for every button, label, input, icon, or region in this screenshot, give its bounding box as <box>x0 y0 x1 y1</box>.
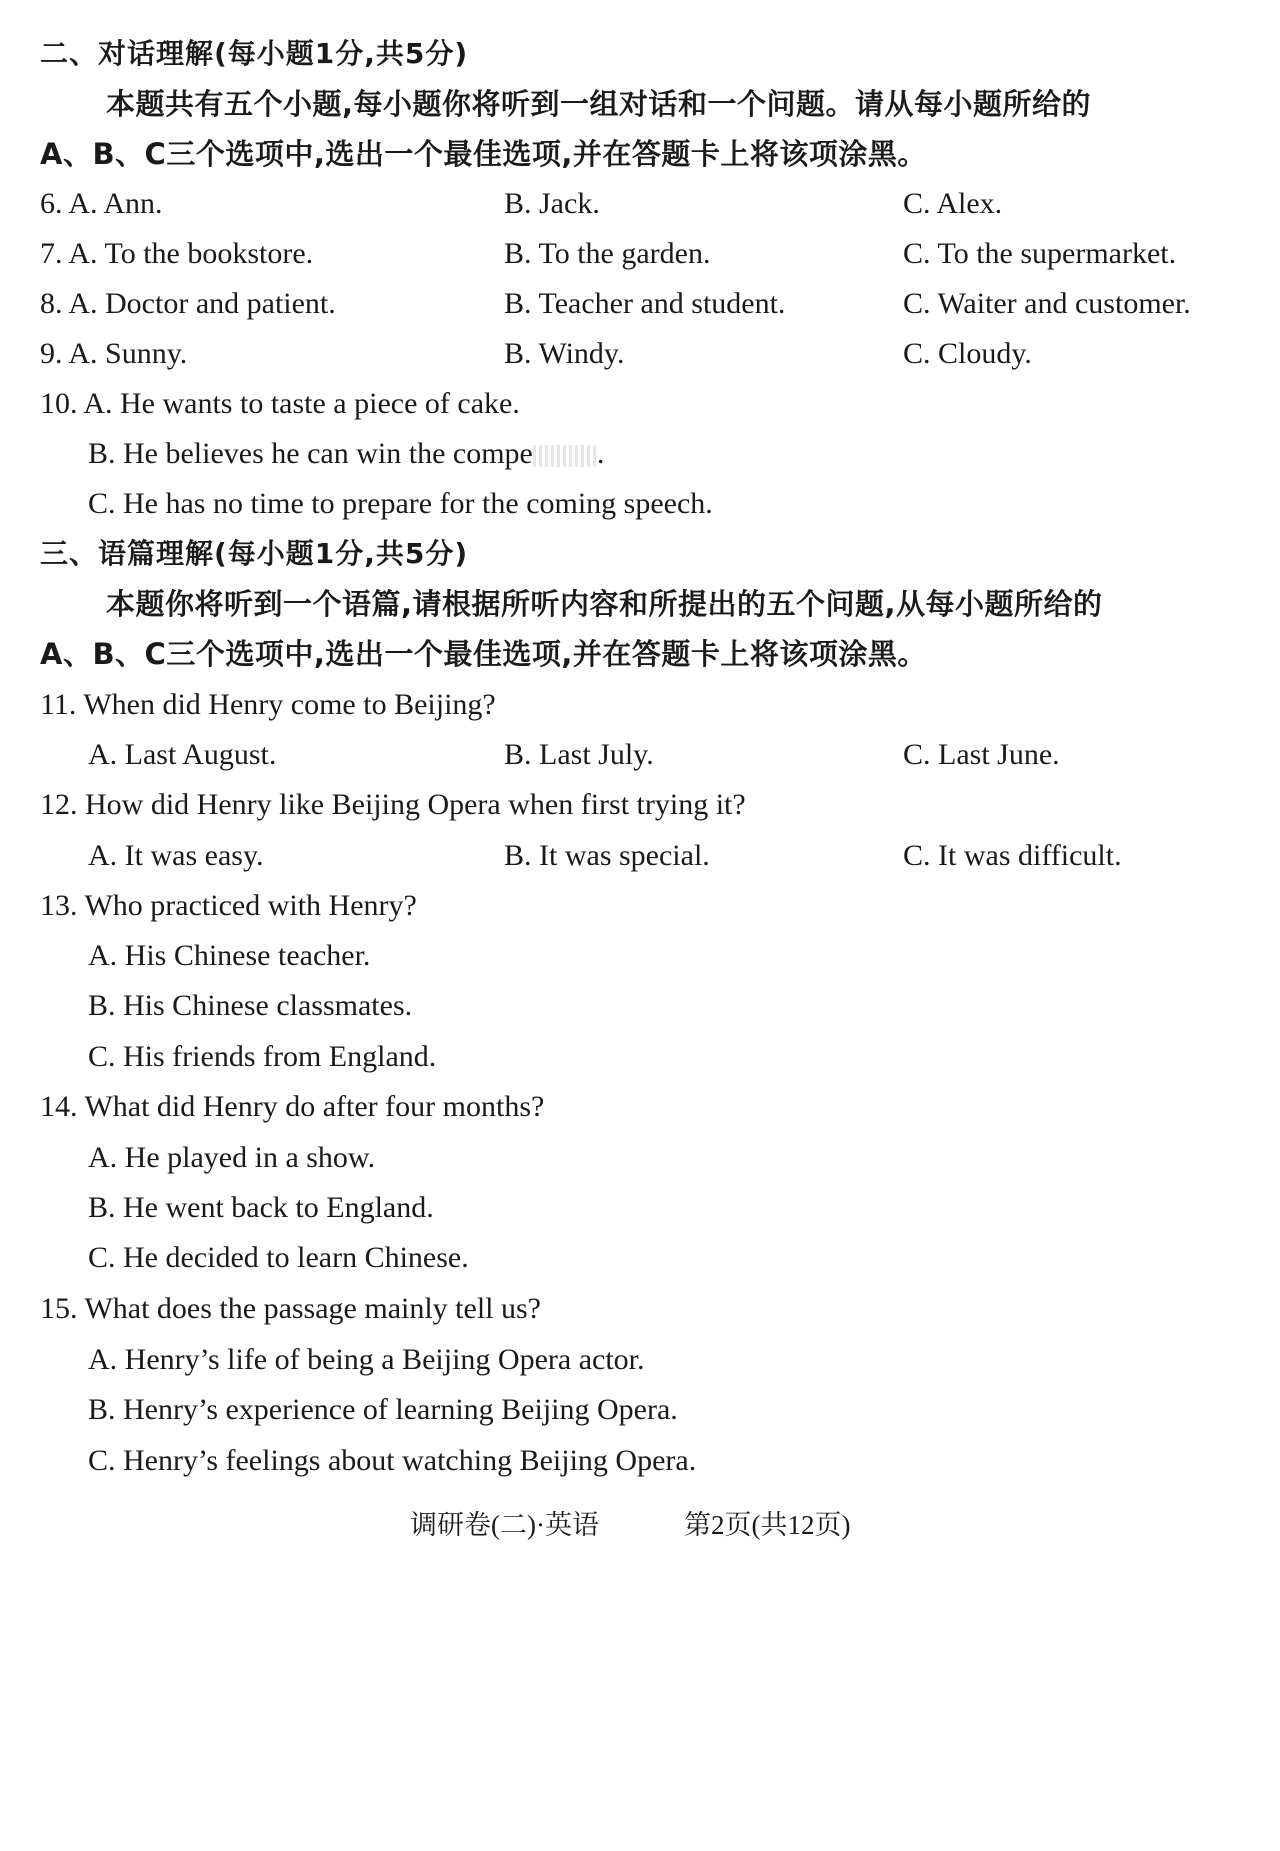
section3-instruction-text2: A、B、C三个选项中,选出一个最佳选项,并在答题卡上将该项涂黑。 <box>40 637 927 671</box>
option-a: A. His Chinese teacher. <box>88 939 371 972</box>
option-a: 7. A. To the bookstore. <box>40 237 314 270</box>
option-c: C. Last June. <box>903 738 1060 771</box>
question-text: 12. How did Henry like Beijing Opera when first trying it? <box>40 788 746 821</box>
option-c: C. He decided to learn Chinese. <box>88 1241 469 1274</box>
option-b: B. Windy. <box>504 337 625 370</box>
option-b <box>88 434 604 474</box>
option-b: B. Last July. <box>504 738 654 771</box>
option-c: C. Waiter and customer. <box>903 287 1191 320</box>
option-b: B. His Chinese classmates. <box>88 989 413 1022</box>
option-c: C. Henry’s feelings about watching Beijing Opera. <box>88 1444 697 1477</box>
footer-title: 调研卷(二)·英语 <box>410 1510 599 1540</box>
option-b: B. Jack. <box>504 187 600 220</box>
option-c: C. His friends from England. <box>88 1040 437 1073</box>
option-b: B. Henry’s experience of learning Beijing Opera. <box>88 1393 678 1426</box>
option-b: B. To the garden. <box>504 237 711 270</box>
option-c: C. He has no time to prepare for the coming speech. <box>88 487 713 520</box>
option-a: 9. A. Sunny. <box>40 337 188 370</box>
option-a: A. Henry’s life of being a Beijing Opera actor. <box>88 1343 645 1376</box>
print-smudge <box>533 445 597 467</box>
option-c: C. It was difficult. <box>903 839 1122 872</box>
option-c: C. To the supermarket. <box>903 237 1177 270</box>
footer-page-number: 第2页(共12页) <box>684 1510 851 1540</box>
section2-instruction-text1: 本题共有五个小题,每小题你将听到一组对话和一个问题。请从每小题所给的 <box>106 87 1092 121</box>
section2-heading-text: 二、对话理解(每小题1分,共5分) <box>40 37 469 70</box>
question-text: 13. Who practiced with Henry? <box>40 889 417 922</box>
option-a: A. He played in a show. <box>88 1141 376 1174</box>
question-text: 15. What does the passage mainly tell us? <box>40 1292 541 1325</box>
option-a: A. Last August. <box>88 738 277 771</box>
option-a: 6. A. Ann. <box>40 187 163 220</box>
option-c: C. Alex. <box>903 187 1003 220</box>
section3-heading-text: 三、语篇理解(每小题1分,共5分) <box>40 537 469 570</box>
option-c: C. Cloudy. <box>903 337 1032 370</box>
option-b: B. Teacher and student. <box>504 287 786 320</box>
option-a: 8. A. Doctor and patient. <box>40 287 336 320</box>
section2-instruction-text2: A、B、C三个选项中,选出一个最佳选项,并在答题卡上将该项涂黑。 <box>40 137 927 171</box>
section3-instruction-text1: 本题你将听到一个语篇,请根据所听内容和所提出的五个问题,从每小题所给的 <box>106 587 1103 621</box>
option-b: B. It was special. <box>504 839 710 872</box>
question-text: 14. What did Henry do after four months? <box>40 1090 545 1123</box>
option-b-text: B. He believes he can win the compe <box>88 437 533 470</box>
option-a: 10. A. He wants to taste a piece of cake. <box>40 387 520 420</box>
option-b: B. He went back to England. <box>88 1191 434 1224</box>
question-text: 11. When did Henry come to Beijing? <box>40 688 496 721</box>
option-b-end: . <box>596 437 605 470</box>
option-a: A. It was easy. <box>88 839 264 872</box>
